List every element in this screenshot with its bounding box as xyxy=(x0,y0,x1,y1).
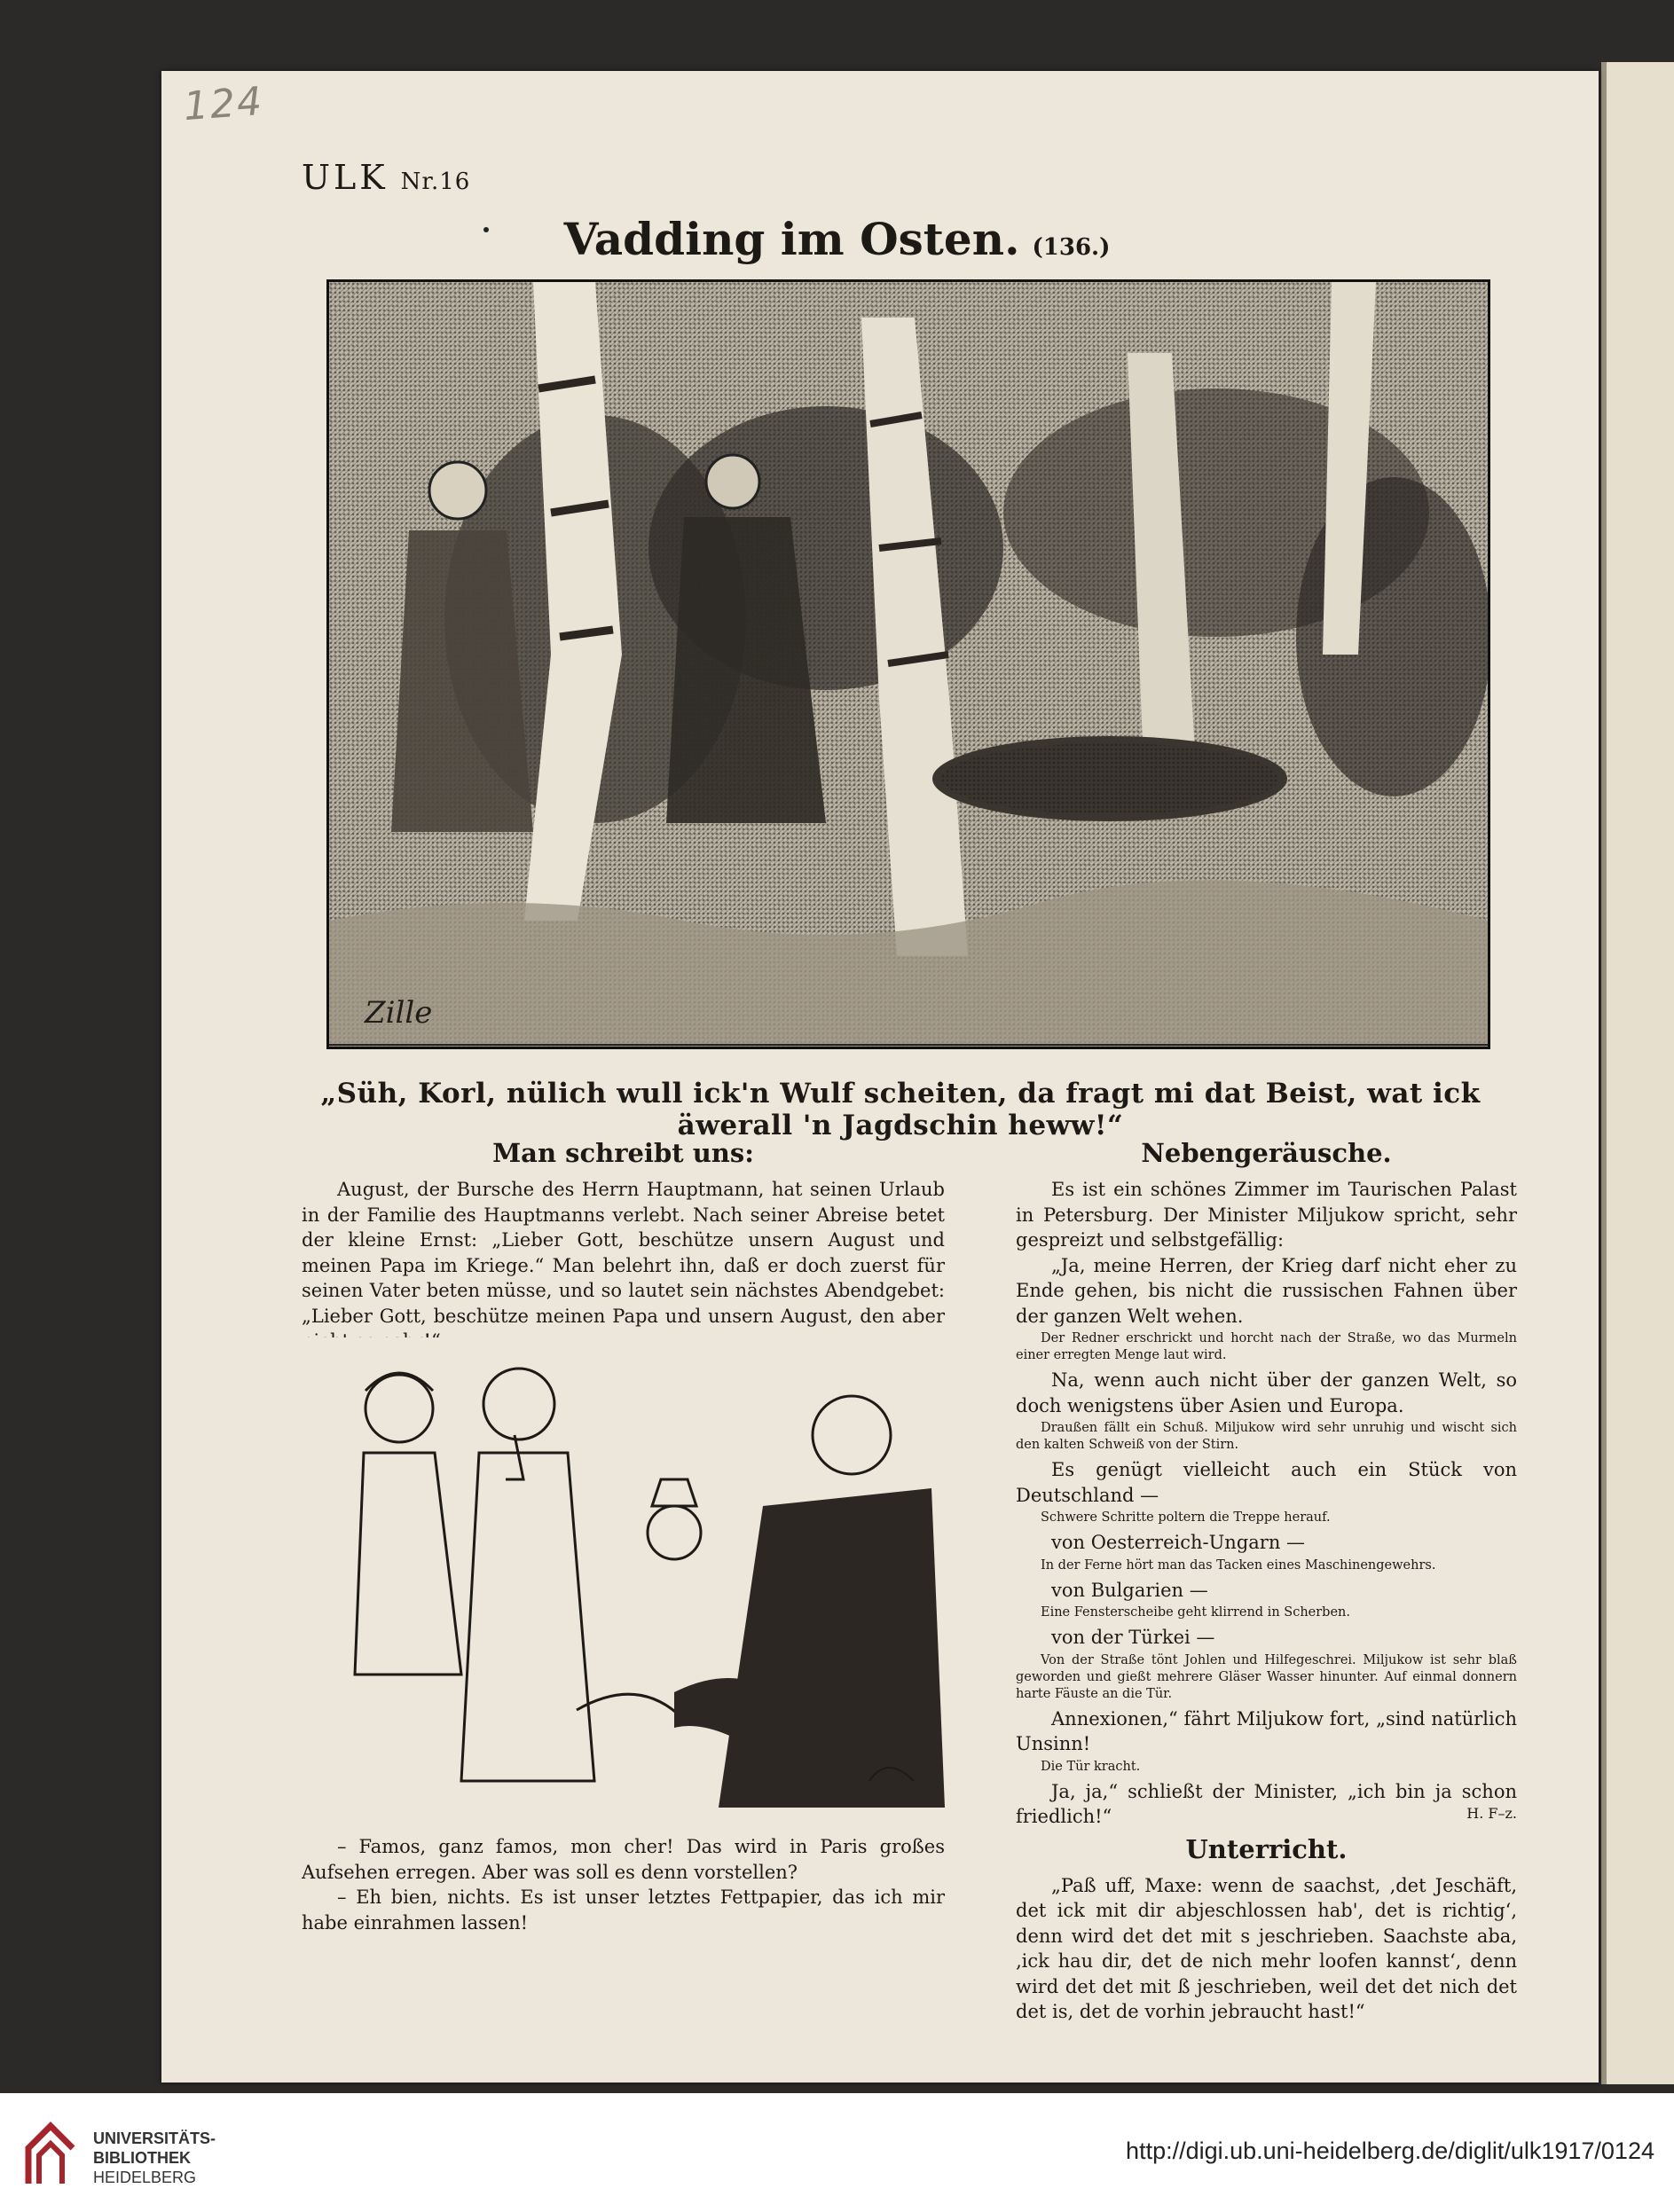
cartoon-drawing xyxy=(302,1337,945,1808)
cartoon-dialogue xyxy=(302,1834,945,1935)
page-title xyxy=(0,213,1674,265)
stage-note-5: Eine Fensterscheibe geht klirrend in Scherben. xyxy=(1041,1605,1350,1620)
stage-note-2: Draußen fällt ein Schuß. Miljukow wird sehr unruhig und wischt sich den kalten Schweiß von der Stirn. xyxy=(1016,1421,1517,1452)
right-heading: Nebengeräusche. xyxy=(1141,1138,1392,1168)
library-logo-icon xyxy=(20,2113,82,2192)
stage-note-7: Die Tür kracht. xyxy=(1041,1759,1141,1774)
left-heading: Man schreibt uns: xyxy=(492,1138,754,1168)
speech-3: Es genügt vielleicht auch ein Stück von Deutschland — xyxy=(1016,1459,1517,1506)
adjacent-page-edge xyxy=(1601,62,1674,2084)
issue-number: Nr.16 xyxy=(400,169,471,195)
speech-4: von Oesterreich-Ungarn — xyxy=(1051,1532,1306,1553)
second-right-heading: Unterricht. xyxy=(1185,1833,1348,1864)
forest-illustration xyxy=(326,279,1490,1049)
forest-drawing xyxy=(329,282,1488,1047)
speech-7: Annexionen,“ fährt Miljukow fort, „sind natürlich Unsinn! xyxy=(1016,1707,1517,1754)
pencil-page-number: 124 xyxy=(182,78,265,130)
illustration-caption: „Süh, Korl, nülich wull ick'n Wulf scheiten, da fragt mi dat Beist, wat ick äwerall 'n Jagdschin heww!“ xyxy=(320,1078,1481,1141)
library-name xyxy=(93,2129,216,2187)
library-name-line-3: HEIDELBERG xyxy=(93,2169,197,2186)
left-paragraph: August, der Bursche des Herrn Hauptmann, hat seinen Urlaub in der Familie des Hauptmanns verlebt. Nach seiner Abreise betet der kleine Ernst: „Lieber Gott, beschütze unsern August und meinen Papa im Kriege.“ Man belehrt ihn, daß er doch zuerst für seinen Vater beten müsse, und so lautet sein nächstes Abendgebet: „Lieber Gott, beschütze meinen Papa und unsern August, den aber xyxy=(302,1179,945,1327)
footer-bar xyxy=(0,2093,1674,2212)
joke-line-2: – Eh bien, nichts. Es ist unser letztes Fettpapier, das ich mir habe einrahmen lassen! xyxy=(302,1886,945,1934)
speech-6: von der Türkei — xyxy=(1051,1627,1215,1648)
right-intro: Es ist ein schönes Zimmer im Taurischen Palast in Petersburg. Der Minister Miljukow spricht, sehr gespreizt und selbstgefällig: xyxy=(1016,1179,1517,1251)
library-name-line-1: UNIVERSITÄTS- xyxy=(93,2130,216,2147)
joke-line-1: – Famos, ganz famos, mon cher! Das wird in Paris großes Aufsehen erregen. Aber was soll es denn vorstellen? xyxy=(302,1836,945,1883)
speech-8: Ja, ja,“ schließt der Minister, „ich bin ja schon friedlich!“ xyxy=(1016,1780,1517,1827)
stage-note-4: In der Ferne hört man das Tacken eines Maschinengewehrs. xyxy=(1041,1557,1436,1573)
left-column xyxy=(302,1138,945,1354)
speech-5: von Bulgarien — xyxy=(1051,1579,1208,1601)
stage-note-6: Von der Straße tönt Johlen und Hilfegeschrei. Miljukow ist sehr blaß geworden und gießt mehrere Gläser Wasser hinunter. Auf einmal donnern harte Fäuste an die Tür. xyxy=(1016,1652,1517,1701)
title-number: (136.) xyxy=(1032,234,1111,261)
source-url-link[interactable]: http://digi.ub.uni-heidelberg.de/diglit/ulk1917/0124 xyxy=(1126,2137,1654,2164)
library-name-line-2: BIBLIOTHEK xyxy=(93,2149,191,2167)
right-column xyxy=(1016,1138,1517,2025)
masthead-name: ULK xyxy=(302,158,389,197)
stage-note-3: Schwere Schritte poltern die Treppe herauf. xyxy=(1041,1510,1331,1525)
author-signature: H. F–z. xyxy=(1466,1804,1517,1822)
masthead xyxy=(302,158,470,197)
lesson-text: „Paß uff, Maxe: wenn de saachst, ‚det Jeschäft, det ick mit dir abjeschlossen hab', det is richtig‘, denn wird det det mit s jeschrieben. Saachste aba, ‚ick hau dir, det de nich mehr loofen kannst‘, denn wird det det mit ß jeschrieben, weil det det nich det det is, det de vorhin jebraucht hast!“ xyxy=(1016,1874,1517,2022)
stage-note-1: Der Redner erschrickt und horcht nach der Straße, wo das Murmeln einer erregten Menge laut wird. xyxy=(1016,1331,1517,1362)
speech-2: Na, wenn auch nicht über der ganzen Welt, so doch wenigstens über Asien und Europa. xyxy=(1016,1369,1517,1416)
speech-1: „Ja, meine Herren, der Krieg darf nicht eher zu Ende gehen, bis nicht die russischen Fahnen über der ganzen Welt wehen. xyxy=(1016,1254,1517,1327)
cartoon-illustration xyxy=(302,1337,945,1808)
artist-signature: Zille xyxy=(365,995,433,1031)
title-text: Vadding im Osten. xyxy=(563,213,1020,265)
